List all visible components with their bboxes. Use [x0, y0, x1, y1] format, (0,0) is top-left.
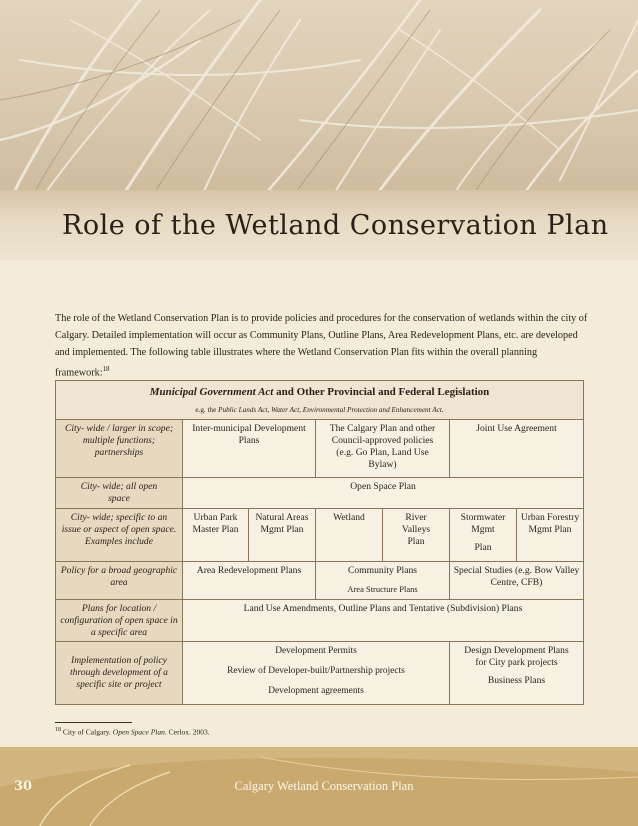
table-cell: Wetland: [316, 509, 383, 561]
planning-framework-table: [55, 380, 584, 705]
table-cell: [450, 509, 517, 561]
header-photo: [0, 0, 638, 200]
cell-line: Review of Developer-built/Partnership projects: [227, 666, 405, 676]
footer-document-title: Calgary Wetland Conservation Plan: [234, 779, 414, 793]
table-row: [56, 478, 583, 509]
table-cell: Natural Areas Mgmt Plan: [249, 509, 316, 561]
footer-band: [0, 747, 638, 826]
table-cell: Area Redevelopment Plans: [183, 562, 316, 599]
page-number: 30: [14, 779, 33, 794]
table-cell: [316, 562, 450, 599]
row-label: Plans for location / configuration of open space in a specific area: [56, 600, 183, 641]
footnote-title: Open Space Plan: [112, 727, 165, 737]
table-header-title: [60, 386, 579, 398]
table-row: [56, 420, 583, 478]
intro-paragraph: [55, 310, 590, 381]
row-label: Implementation of policy through development of a specific site or project: [56, 642, 183, 704]
cell-line: Plan: [474, 542, 492, 553]
table-row: [56, 562, 583, 600]
intro-text: The role of the Wetland Conservation Plan is to provide policies and procedures for the conservation of wetlands within the city of Calgary. Detailed implementation will occur as Community Plans, Outline Plans, Area Redevelopment Plans, etc. are developed and implemented. The following table illustrates where the Wetland Conservation Plan fits within the overall planning framework:: [55, 313, 588, 379]
page-title: Role of the Wetland Conservation Plan: [62, 210, 609, 241]
footnote-suffix: . Cerlox. 2003.: [164, 727, 210, 737]
table-row: [56, 600, 583, 642]
footnote-divider: [55, 722, 132, 723]
footnote-prefix: City of Calgary.: [61, 727, 113, 737]
table-cell: The Calgary Plan and other Council-approved policies (e.g. Go Plan, Land Use Bylaw): [316, 420, 450, 477]
cell-line: Community Plans: [347, 565, 418, 576]
cell-line: Design Development Plans for City park projects: [464, 645, 569, 668]
table-cell: Special Studies (e.g. Bow Valley Centre, CFB): [450, 562, 583, 599]
row-label: Policy for a broad geographic area: [56, 562, 183, 599]
table-cell: Urban Park Master Plan: [183, 509, 249, 561]
reeds-texture-image: [0, 0, 638, 200]
cell-line: Development agreements: [268, 686, 364, 696]
table-header: [56, 381, 583, 420]
table-cell: [183, 642, 450, 704]
table-cell: Inter-municipal Development Plans: [183, 420, 316, 477]
table-row: [56, 642, 583, 704]
row-label: City- wide; all open space: [56, 478, 183, 508]
table-cell: [450, 642, 583, 704]
footnote-number: 18: [55, 727, 61, 733]
cell-line: Stormwater Mgmt: [460, 512, 506, 535]
row-label: City- wide / larger in scope; multiple functions; partnerships: [56, 420, 183, 477]
cell-line: Area Structure Plans: [347, 584, 418, 594]
header-rest: and Other Provincial and Federal Legislation: [273, 386, 490, 398]
cell-line: Business Plans: [487, 675, 546, 686]
table-header-subtitle: [60, 406, 579, 414]
footnote-reference: 18: [102, 365, 110, 373]
table-cell: Land Use Amendments, Outline Plans and Tentative (Subdivision) Plans: [183, 600, 583, 641]
cell-line: Development Permits: [275, 646, 357, 656]
row-label: City- wide; specific to an issue or aspect of open space. Examples include: [56, 509, 183, 561]
table-cell: Open Space Plan: [183, 478, 583, 508]
header-sub-acts: Public Lands Act, Water Act, Environmental Protection and Enhancement Act.: [218, 406, 444, 414]
act-name: Municipal Government Act: [149, 386, 274, 398]
table-cell: River Valleys Plan: [383, 509, 450, 561]
table-cell: Joint Use Agreement: [450, 420, 583, 477]
header-sub-prefix: e.g. the: [195, 406, 219, 414]
footnote: [55, 727, 210, 737]
table-row: [56, 509, 583, 562]
table-cell: Urban Forestry Mgmt Plan: [517, 509, 583, 561]
